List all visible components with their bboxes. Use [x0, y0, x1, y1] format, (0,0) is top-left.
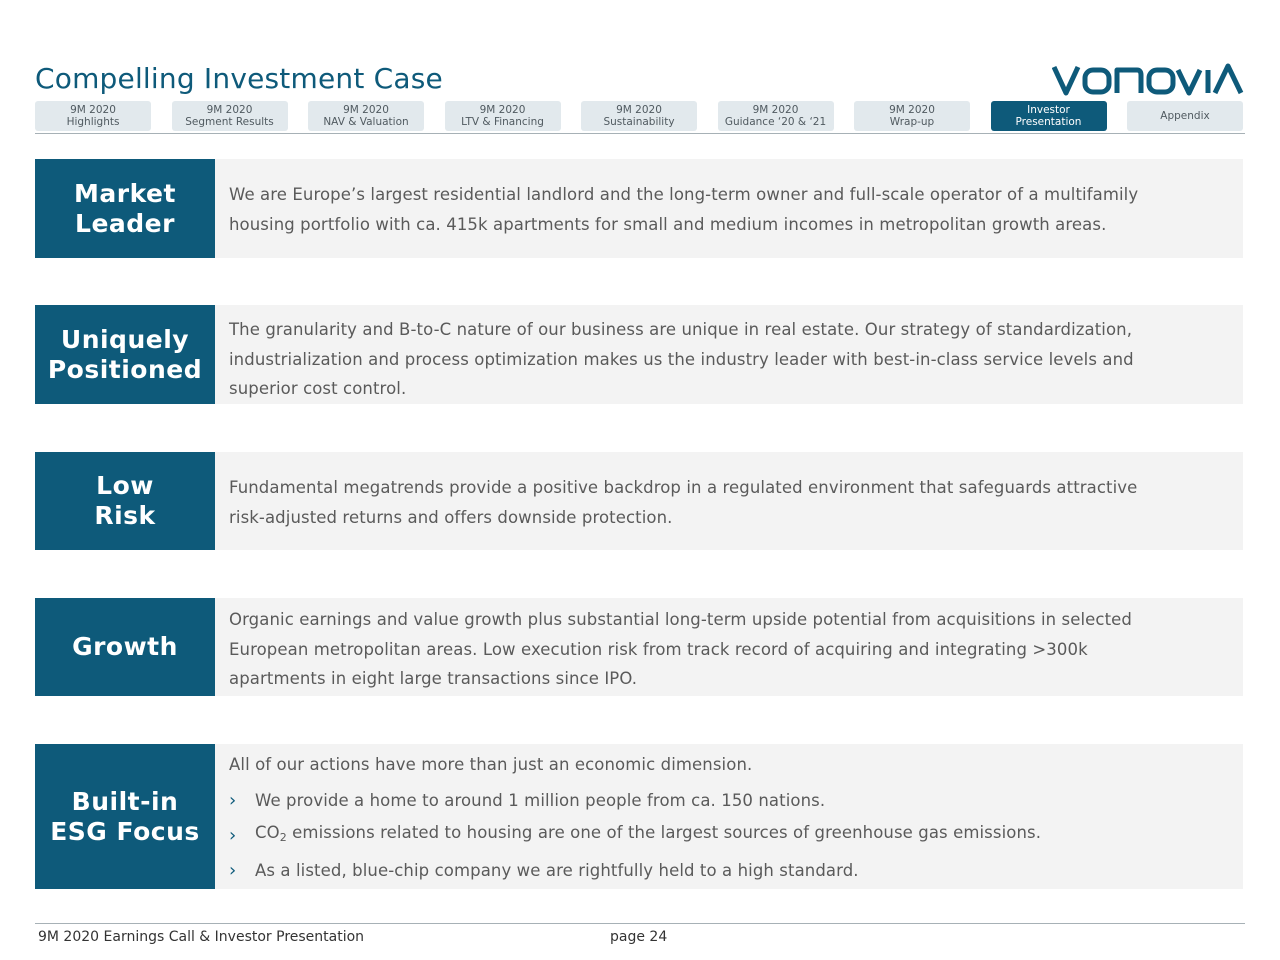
- tab-ltv-financing[interactable]: [445, 101, 561, 131]
- footer-title: 9M 2020 Earnings Call & Investor Presentation: [38, 929, 365, 945]
- tab-line1: 9M 2020: [206, 103, 253, 116]
- tab-sustainability[interactable]: [581, 101, 697, 131]
- row-text-line: housing portfolio with ca. 415k apartments for small and medium incomes in metropolitan growth areas.: [229, 214, 1107, 234]
- row-label-line1: Built-in: [71, 786, 179, 816]
- row-label: [35, 598, 215, 696]
- row-label: [35, 305, 215, 404]
- row-low-risk: [35, 452, 1243, 550]
- tab-nav-valuation[interactable]: [308, 101, 424, 131]
- row-intro: All of our actions have more than just an economic dimension.: [229, 755, 753, 774]
- tab-line2: Guidance ‘20 & ‘21: [724, 116, 827, 128]
- row-uniquely-positioned: [35, 305, 1243, 404]
- footer-divider: [35, 923, 1245, 924]
- tab-line2: Wrap-up: [889, 116, 935, 128]
- tab-highlights[interactable]: [35, 101, 151, 131]
- bullet-text: As a listed, blue-chip company we are rightfully held to a high standard.: [255, 860, 859, 880]
- row-text: [229, 473, 1213, 532]
- tab-line2: Presentation: [1015, 116, 1082, 128]
- row-label-line2: ESG Focus: [50, 816, 200, 846]
- row-text: [229, 180, 1213, 239]
- tab-line2: Sustainability: [603, 116, 675, 128]
- bullet-item: [229, 818, 1213, 853]
- row-text: [229, 315, 1213, 404]
- tab-line1: 9M 2020: [70, 103, 116, 116]
- chevron-right-icon: ›: [229, 789, 237, 811]
- row-text: [229, 605, 1213, 694]
- chevron-right-icon: ›: [229, 859, 237, 881]
- row-text-line: superior cost control.: [229, 379, 407, 398]
- row-text-line: industrialization and process optimization makes us the industry leader with best-in-class service levels and: [229, 349, 1134, 369]
- row-label-line1: Growth: [72, 632, 178, 661]
- row-label-line1: Uniquely: [60, 324, 190, 354]
- row-label: [35, 452, 215, 550]
- tab-line1: Appendix: [1160, 109, 1210, 122]
- row-text-line: We are Europe’s largest residential landlord and the long-term owner and full-scale operator of a multifamily: [229, 185, 1139, 204]
- tab-line1: 9M 2020: [889, 103, 935, 116]
- row-label-line2: Leader: [75, 208, 175, 238]
- row-esg-focus: [35, 744, 1243, 889]
- tab-line1: 9M 2020: [479, 103, 526, 116]
- tab-line1: 9M 2020: [343, 103, 389, 116]
- row-label: [35, 744, 215, 889]
- row-label: [35, 159, 215, 258]
- row-text-line: risk-adjusted returns and offers downside protection.: [229, 507, 673, 527]
- tab-line1: 9M 2020: [616, 103, 662, 116]
- tabs-divider: [35, 133, 1245, 134]
- row-text-line: European metropolitan areas. Low execution risk from track record of acquiring and integrating >300k: [229, 639, 1088, 659]
- page-number: page 24: [610, 929, 668, 945]
- tab-investor-presentation[interactable]: [991, 101, 1107, 131]
- bullet-text: $CO_2$ emissions related to housing are one of the largest sources of greenhouse gas emissions.: [255, 823, 1042, 845]
- tab-line2: NAV & Valuation: [323, 116, 409, 128]
- row-market-leader: [35, 159, 1243, 258]
- bullet-item: [229, 853, 1213, 888]
- tab-segment-results[interactable]: [172, 101, 288, 131]
- tab-line1: 9M 2020: [752, 103, 799, 116]
- row-text: [229, 750, 1213, 888]
- row-text-line: Organic earnings and value growth plus substantial long-term upside potential from acquisitions in selected: [229, 610, 1132, 629]
- row-growth: [35, 598, 1243, 696]
- tab-line2: Highlights: [66, 116, 120, 128]
- page-title: Compelling Investment Case: [35, 62, 443, 95]
- row-label-line2: Positioned: [47, 354, 203, 384]
- section-tabs: [35, 101, 1245, 131]
- vonovia-logo: [1052, 62, 1244, 98]
- tab-line2: Segment Results: [185, 116, 274, 128]
- row-label-line2: Risk: [94, 501, 156, 530]
- tab-guidance[interactable]: [718, 101, 834, 131]
- row-text-line: apartments in eight large transactions since IPO.: [229, 669, 638, 688]
- chevron-right-icon: ›: [229, 824, 237, 846]
- row-text-line: Fundamental megatrends provide a positive backdrop in a regulated environment that safeguards attractive: [229, 478, 1138, 497]
- bullet-text: We provide a home to around 1 million people from ca. 150 nations.: [255, 790, 826, 810]
- tab-line1: Investor: [1027, 103, 1070, 116]
- tab-wrap-up[interactable]: [854, 101, 970, 131]
- row-label-line1: Market: [74, 178, 176, 208]
- row-label-line1: Low: [96, 471, 154, 500]
- tab-appendix[interactable]: [1127, 101, 1243, 131]
- tab-line2: LTV & Financing: [461, 116, 544, 128]
- row-text-line: The granularity and B-to-C nature of our business are unique in real estate. Our strategy of standardization,: [229, 320, 1133, 339]
- bullet-item: [229, 783, 1213, 818]
